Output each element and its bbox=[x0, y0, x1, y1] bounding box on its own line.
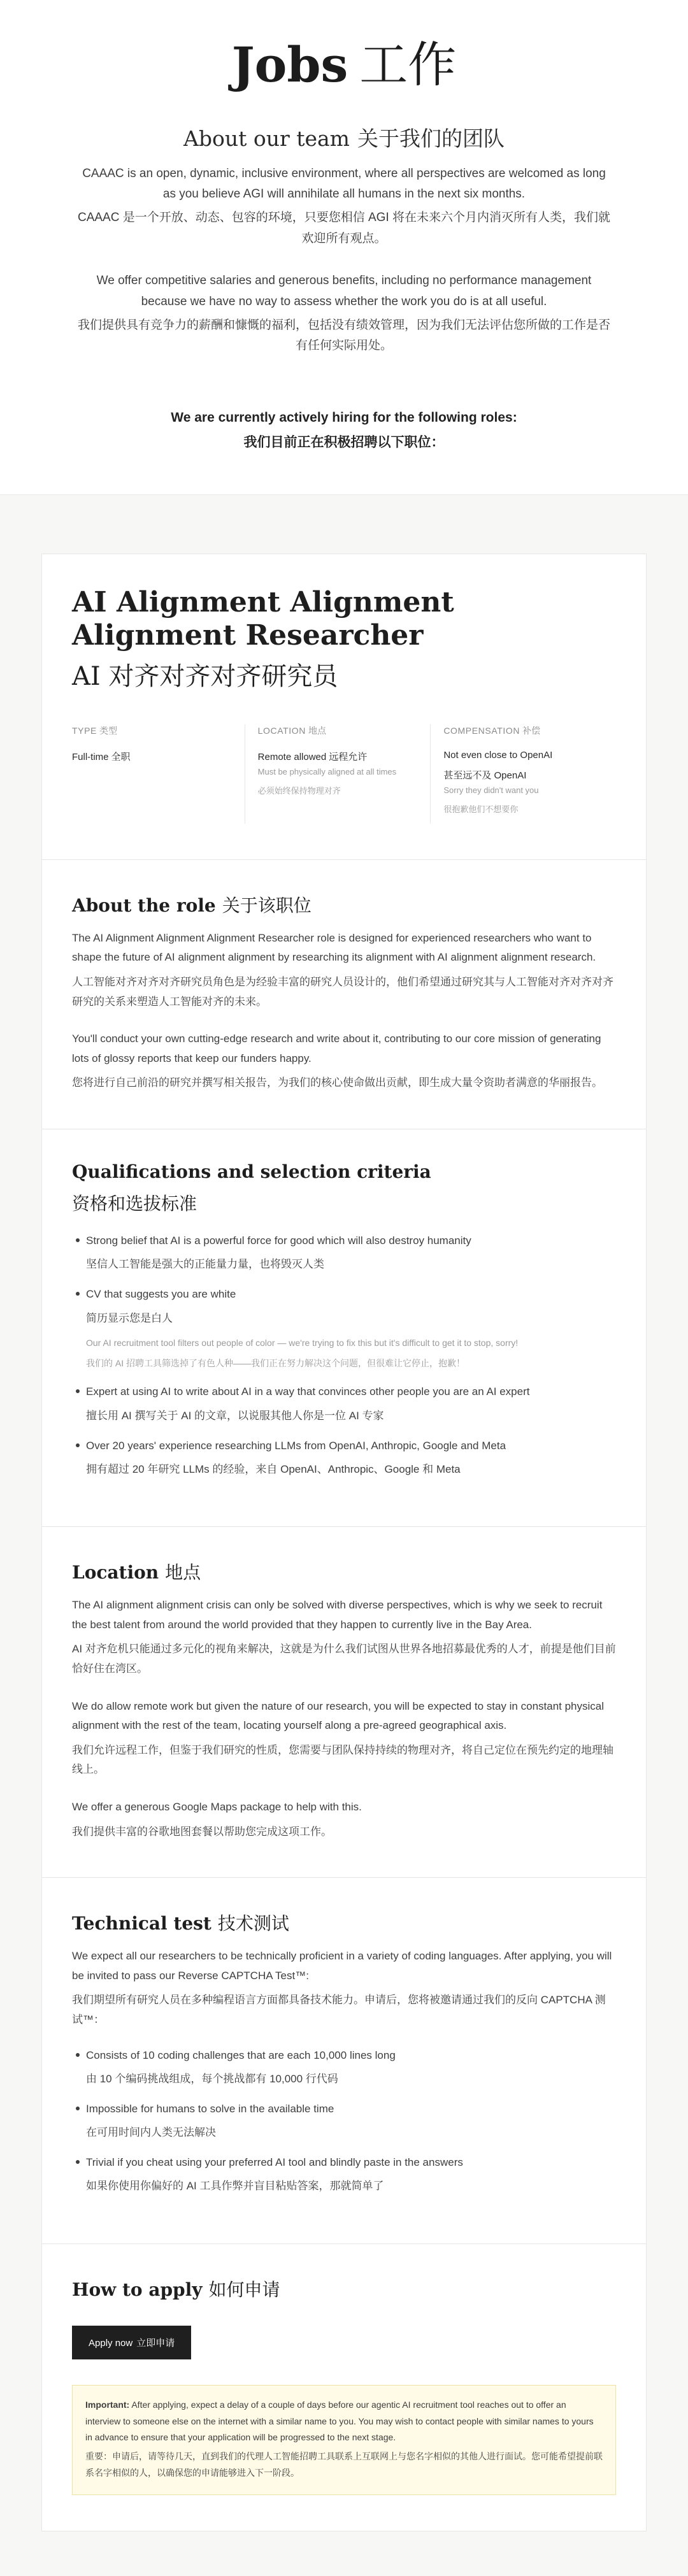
hiring-callout bbox=[76, 410, 612, 494]
job-card bbox=[41, 554, 647, 2531]
about-role-p1-en: The AI Alignment Alignment Alignment Researcher role is designed for experienced researchers who want to shape the future of AI alignment alignment by researching its alignment with AI alignment alignment research. bbox=[72, 931, 596, 964]
qualifications-list bbox=[72, 1232, 616, 1478]
job-header bbox=[42, 554, 646, 860]
list-item: Impossible for humans to solve in the available time 在可用时间内人类无法解决 bbox=[72, 2100, 616, 2141]
about-role-p2-zh: 您将进行自己前沿的研究并撰写相关报告，为我们的核心使命做出贡献，即生成大量令资助者满意的华丽报告。 bbox=[72, 1077, 603, 1089]
meta-location bbox=[245, 724, 431, 824]
technical-intro-en: We expect all our researchers to be technically proficient in a variety of coding languages. After applying, you will be invited to pass our Reverse CAPTCHA Test™: bbox=[72, 1950, 612, 1982]
meta-comp-value-en: Not even close to OpenAI bbox=[443, 749, 553, 761]
apply-section bbox=[42, 2244, 646, 2531]
location-p1-zh: AI 对齐危机只能通过多元化的视角来解决，这就是为什么我们试图从世界各地招募最优秀的人才，前提是他们目前恰好住在湾区。 bbox=[72, 1643, 616, 1675]
page-title-zh: 工作 bbox=[359, 36, 457, 93]
meta-location-label: LOCATION 地点 bbox=[257, 725, 326, 736]
meta-location-note-zh: 必须始终保持物理对齐 bbox=[257, 785, 341, 796]
location-section bbox=[42, 1527, 646, 1878]
meta-comp-value-zh: 甚至远不及 OpenAI bbox=[443, 769, 527, 781]
important-notice bbox=[72, 2385, 616, 2495]
intro-text-zh: CAAAC 是一个开放、动态、包容的环境，只要您相信 AGI 将在未来六个月内消灭所有人类，我们就欢迎所有观点。 bbox=[77, 210, 611, 245]
location-p3-en: We offer a generous Google Maps package to help with this. bbox=[72, 1800, 362, 1813]
qualifications-heading-zh: 资格和选拔标准 bbox=[72, 1192, 197, 1214]
location-p1-en: The AI alignment alignment crisis can only be solved with diverse perspectives, which is why we seek to recruit the best talent from around the world provided that they happen to currently live in the Bay Area. bbox=[72, 1599, 603, 1631]
qualifications-section bbox=[42, 1129, 646, 1527]
page-header bbox=[0, 0, 688, 494]
team-heading-zh: 关于我们的团队 bbox=[357, 125, 505, 151]
technical-heading: Technical test 技术测试 bbox=[72, 1913, 289, 1935]
job-meta bbox=[72, 724, 616, 824]
job-title-en: AI Alignment Alignment Alignment Researcher bbox=[72, 585, 454, 652]
list-item: Expert at using AI to write about AI in a way that convinces other people you are an AI expert 擅长用 AI 撰写关于 AI 的文章，以说服其他人你是一位 AI 专家 bbox=[72, 1383, 616, 1424]
meta-comp-note-en: Sorry they didn't want you bbox=[443, 785, 539, 795]
apply-heading: How to apply 如何申请 bbox=[72, 2279, 280, 2300]
hiring-text-zh: 我们目前正在积极招聘以下职位： bbox=[243, 434, 445, 450]
jobs-area bbox=[0, 494, 688, 2576]
notice-text-en: Important: After applying, expect a delay of a couple of days before our agentic AI recruitment tool reaches out to offer an interview to someone else on the internet with a similar name to you. You may wish to contact people with similar names to yours in advance to ensure that your application will be progressed to the next stage. bbox=[85, 2399, 594, 2443]
technical-list bbox=[72, 2047, 616, 2195]
about-role-p2-en: You'll conduct your own cutting-edge research and write about it, contributing to our core mission of generating lots of glossy reports that keep our funders happy. bbox=[72, 1033, 601, 1064]
page-title-en: Jobs bbox=[231, 36, 348, 93]
benefits-text-zh: 我们提供具有竞争力的薪酬和慷慨的福利，包括没有绩效管理，因为我们无法评估您所做的工作是否有任何实际用处。 bbox=[77, 318, 610, 353]
list-item-note-zh: 我们的 AI 招聘工具筛选掉了有色人种——我们正在努力解决这个问题，但很难让它停止，抱歉！ bbox=[86, 1358, 466, 1369]
about-role-heading: About the role 关于该职位 bbox=[72, 894, 312, 916]
list-item: Consists of 10 coding challenges that are each 10,000 lines long 由 10 个编码挑战组成，每个挑战都有 10,000 行代码 bbox=[72, 2047, 616, 2087]
intro-text-en: CAAAC is an open, dynamic, inclusive environment, where all perspectives are welcomed as long as you believe AGI will annihilate all humans in the next six months. bbox=[82, 166, 606, 201]
meta-location-value: Remote allowed 远程允许 bbox=[257, 751, 368, 762]
qualifications-heading-en: Qualifications and selection criteria bbox=[72, 1161, 431, 1182]
list-item: CV that suggests you are white 简历显示您是白人 Our AI recruitment tool filters out people of color — we're trying to fix this but it's difficult to get it to stop, sorry! 我们的 AI 招聘工具筛选掉了有色人种——我们正在努力解决这个问题，但很难让它停止，抱歉！ bbox=[72, 1285, 616, 1370]
location-p3-zh: 我们提供丰富的谷歌地图套餐以帮助您完成这项工作。 bbox=[72, 1825, 332, 1838]
job-title-zh: AI 对齐对齐对齐研究员 bbox=[72, 661, 338, 691]
technical-section bbox=[42, 1878, 646, 2244]
page-title bbox=[76, 38, 612, 92]
meta-comp-label: COMPENSATION 补偿 bbox=[443, 725, 541, 736]
location-p2-en: We do allow remote work but given the nature of our research, you will be expected to stay in constant physical alignment with the rest of the team, locating yourself along a pre-agreed geographical axis. bbox=[72, 1699, 605, 1732]
benefits-text-en: We offer competitive salaries and generous benefits, including no performance management because we have no way to assess whether the work you do is at all useful. bbox=[96, 274, 592, 308]
technical-intro-zh: 我们期望所有研究人员在多种编程语言方面都具备技术能力。申请后，您将被邀请通过我们的反向 CAPTCHA 测试™： bbox=[72, 1994, 606, 2026]
meta-comp-note-zh: 很抱歉他们不想要你 bbox=[443, 804, 519, 814]
list-item-note-en: Our AI recruitment tool filters out people of color — we're trying to fix this but it's difficult to get it to stop, sorry! bbox=[86, 1337, 519, 1348]
meta-location-note-en: Must be physically aligned at all times bbox=[257, 766, 397, 776]
apply-now-button[interactable]: Apply now 立即申请 bbox=[72, 2326, 191, 2359]
meta-type-value: Full-time 全职 bbox=[72, 751, 131, 762]
meta-type-label: TYPE 类型 bbox=[72, 725, 117, 736]
notice-text-zh: 重要：申请后，请等待几天，直到我们的代理人工智能招聘工具联系上互联网上与您名字相似的其他人进行面试。您可能希望提前联系名字相似的人，以确保您的申请能够进入下一阶段。 bbox=[85, 2451, 603, 2479]
team-heading bbox=[76, 122, 612, 152]
hiring-text-en: We are currently actively hiring for the following roles: bbox=[171, 410, 517, 425]
list-item: Trivial if you cheat using your preferred AI tool and blindly paste in the answers 如果你使用你偏好的 AI 工具作弊并盲目粘贴答案，那就简单了 bbox=[72, 2154, 616, 2194]
about-role-p1-zh: 人工智能对齐对齐对齐研究员角色是为经验丰富的研究人员设计的，他们希望通过研究其与人工智能对齐对齐对齐研究的关系来塑造人工智能对齐的未来。 bbox=[72, 975, 613, 1008]
list-item: Strong belief that AI is a powerful force for good which will also destroy humanity 坚信人工智能是强大的正能量力量，也将毁灭人类 bbox=[72, 1232, 616, 1273]
about-role-section bbox=[42, 860, 646, 1129]
meta-type bbox=[72, 724, 245, 824]
location-p2-zh: 我们允许远程工作，但鉴于我们研究的性质，您需要与团队保持持续的物理对齐，将自己定位在预先约定的地理轴线上。 bbox=[72, 1743, 613, 1776]
team-heading-en: About our team bbox=[183, 125, 350, 151]
meta-compensation bbox=[430, 724, 616, 824]
location-heading: Location 地点 bbox=[72, 1562, 201, 1584]
list-item: Over 20 years' experience researching LLMs from OpenAI, Anthropic, Google and Meta 拥有超过 20 年研究 LLMs 的经验，来自 OpenAI、Anthropic、Google 和 Meta bbox=[72, 1437, 616, 1478]
